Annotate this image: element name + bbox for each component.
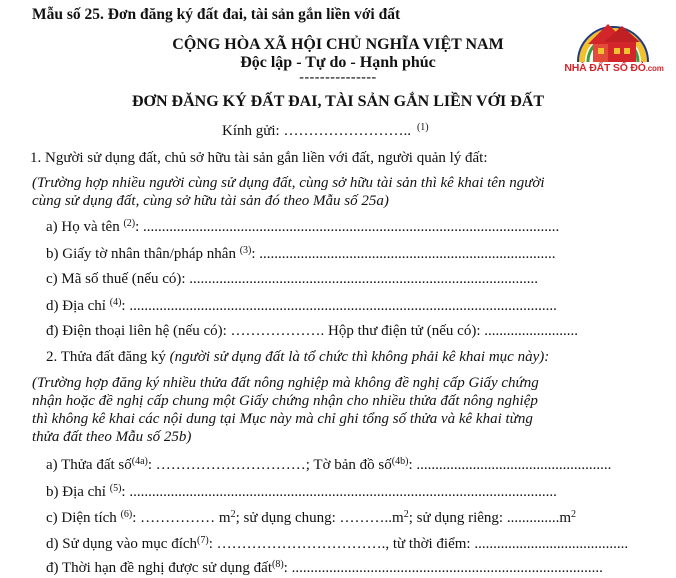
- map-sheet-input[interactable]: : ....................................................: [408, 457, 612, 473]
- full-name-input[interactable]: : ...............................................................................................................: [135, 219, 560, 235]
- field-area: c) Diện tích $^{(6)}$: …………… $m^2$; sử dụng chung: $\dots\dots\dots..m^2$; sử dụng riêng: $..............m^2$: [46, 509, 577, 526]
- motto: Độc lập - Tự do - Hạnh phúc: [240, 54, 436, 71]
- logo-domain: .com: [645, 64, 664, 73]
- field-parcel-address: b) Địa chỉ $^{(5)}$: ..................................................................................................................: [46, 483, 557, 500]
- parcel-address-input[interactable]: : ..................................................................................................................: [121, 484, 557, 500]
- form-number: Mẫu số 25. Đơn đăng ký đất đai, tài sản gắn liền với đất: [32, 6, 401, 23]
- kinh-gui-label: Kính gửi: ……………………..: [222, 123, 411, 139]
- header-separator: ---------------: [299, 70, 377, 85]
- section2-note-line: nhận hoặc đề nghị cấp chung một Giấy chứng nhận cho nhiều thửa đất nông nghiệp: [32, 393, 538, 409]
- logo-text: NHÀ ĐẤT SỔ ĐỎ: [564, 62, 646, 74]
- section2-note-line: thửa đất theo Mẫu số 25b): [32, 429, 192, 445]
- land-use-term-input[interactable]: : ...................................................................................: [283, 560, 603, 576]
- field-land-use-purpose: d) Sử dụng vào mục đích$^{(7)}$: ……………………………., từ thời điểm: .........................................: [46, 535, 629, 552]
- field-full-name: a) Họ và tên $^{(2)}$: ...............................................................................................................: [46, 218, 560, 235]
- section1-note-line1: (Trường hợp nhiều người cùng sử dụng đất, cùng sở hữu tài sản thì kê khai tên người: [32, 175, 545, 191]
- section1-note-line2: cùng sử dụng đất, cùng sở hữu tài sản đó theo Mẫu số 25a): [32, 193, 389, 209]
- shared-area-input[interactable]: ; sử dụng chung: ………..m: [235, 510, 404, 526]
- field-land-use-term: đ) Thời hạn đề nghị được sử dụng đất$^{(8)}$: ...................................................................................: [46, 559, 603, 576]
- field-identity-papers: b) Giấy tờ nhân thân/pháp nhân $^{(3)}$: ...............................................................................: [46, 245, 556, 262]
- republic-header: CỘNG HÒA XÃ HỘI CHỦ NGHĨA VIỆT NAM: [172, 36, 504, 53]
- field-parcel-number: a) Thửa đất số$^{(4a)}$: …………………………; Tờ bản đồ số$^{(4b)}$: ....................................................: [46, 456, 612, 473]
- section2-heading-line: [46, 349, 549, 366]
- address-input[interactable]: : ..................................................................................................................: [121, 298, 557, 314]
- field-tax-code[interactable]: c) Mã số thuế (nếu có): .............................................................................................: [46, 271, 539, 287]
- field-address: d) Địa chỉ $^{(4)}$: ..................................................................................................................: [46, 297, 557, 314]
- section2-heading-note: (người sử dụng đất là tổ chức thì không phải kê khai mục này):: [169, 349, 550, 365]
- identity-papers-input[interactable]: : ...............................................................................: [251, 246, 556, 262]
- land-use-purpose-input[interactable]: : ……………………………., từ thời điểm: .........................................: [208, 536, 629, 552]
- area-input[interactable]: : …………… m: [132, 510, 231, 526]
- section2-note-line: thì không kê khai các nội dung tại Mục này mà chỉ ghi tổng số thửa và kê khai từng: [32, 411, 533, 427]
- kinh-gui-line: [222, 122, 429, 140]
- footnote-1: (1): [416, 122, 429, 133]
- private-area-input[interactable]: ; sử dụng riêng: ..............m: [408, 510, 572, 526]
- section1-heading: 1. Người sử dụng đất, chủ sở hữu tài sản gắn liền với đất, người quản lý đất:: [30, 150, 488, 166]
- field-phone-email[interactable]: đ) Điện thoại liên hệ (nếu có): ………………. Hộp thư điện tử (nếu có): .........................: [46, 323, 578, 339]
- section2-heading: 2. Thửa đất đăng ký: [46, 349, 166, 365]
- section2-note-line: (Trường hợp đăng ký nhiều thửa đất nông nghiệp mà không đề nghị cấp Giấy chứng: [32, 375, 539, 391]
- parcel-number-input[interactable]: : …………………………; Tờ bản đồ số: [147, 457, 392, 473]
- document-title: ĐƠN ĐĂNG KÝ ĐẤT ĐAI, TÀI SẢN GẮN LIỀN VỚI ĐẤT: [131, 93, 545, 110]
